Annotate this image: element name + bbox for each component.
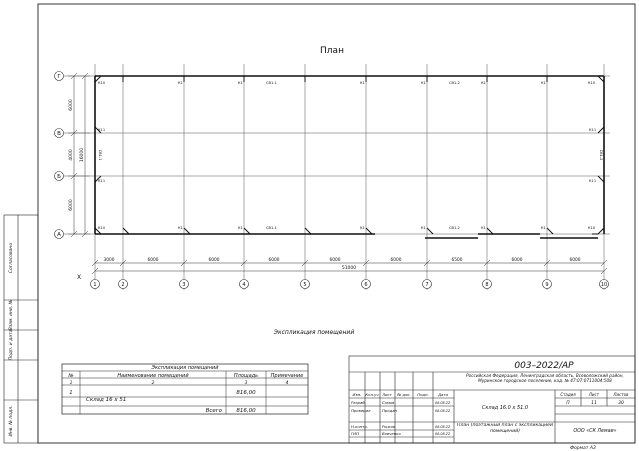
tb-sheet-header: Лист (588, 392, 600, 397)
tb-sheets-value: 30 (618, 401, 624, 406)
tb-stage-header: Стадия (560, 392, 576, 397)
explication-total-label: Всего (205, 408, 222, 414)
dim-h-1: 3000 (103, 258, 115, 263)
dim-v-2: 4000 (69, 149, 74, 161)
axis-label-6: 6 (364, 282, 368, 288)
tb-date-check: 08.08.22 (435, 409, 451, 413)
explication-colnum-3: 3 (244, 381, 248, 386)
row-axis-label-2: В (57, 131, 61, 137)
axis-label-4: 4 (242, 282, 246, 288)
title-format: Формат А3 (570, 446, 596, 451)
row-axis-label-1: Г (57, 74, 61, 80)
dim-h-3: 6000 (208, 258, 220, 263)
column-mark-bottom-4: СВ1-1 (266, 226, 277, 230)
title-drawing-box (456, 423, 554, 442)
column-mark-top-6: К1 (421, 81, 426, 85)
title-drawing-name: План (поэтажный план с экспликацией помещений) (457, 423, 553, 434)
tb-role-check: Проверил (351, 408, 371, 413)
explication-header-note: Примечание (270, 373, 304, 379)
column-mark-top-9: К1 (541, 81, 546, 85)
explication-row-num: 1 (69, 390, 73, 396)
explication-header-name: Наименование помещений (117, 373, 189, 379)
axis-label-1: 1 (93, 282, 97, 288)
dim-v-1: 6000 (69, 99, 74, 111)
dim-h-8: 6000 (511, 258, 523, 263)
column-mark-bottom-3: К1 (238, 226, 243, 230)
tb-name-check: Продан (382, 408, 398, 413)
dim-h-6: 6000 (390, 258, 402, 263)
dim-h-5: 6000 (329, 258, 341, 263)
tb-date-dev: 08.08.22 (435, 401, 451, 405)
explication-row-name: Склад 16 х 51 (86, 397, 127, 403)
column-mark-bottom-7: СВ1-2 (449, 226, 460, 230)
title-company: ООО «СК Лемаи» (573, 429, 617, 434)
side-stamp-sign-date: Подп. и дата (9, 329, 14, 361)
tb-col-ndok: № док. (397, 392, 411, 397)
tb-role-gip: ГИП (351, 431, 359, 436)
plan-title: План (320, 46, 344, 56)
tb-col-izm: Изм. (352, 392, 362, 397)
axis-label-9: 9 (545, 282, 549, 288)
row-axis-label-3: Б (57, 174, 61, 180)
column-mark-top-7: СВ1-2 (449, 81, 460, 85)
column-mark-mid-3: К11 (589, 128, 597, 132)
column-mark-top-5: К1 (360, 81, 365, 85)
explication-colnum-4: 4 (285, 381, 289, 386)
explication-total-area: 816,00 (236, 408, 256, 414)
tb-name-gip: Вовченко (382, 431, 401, 436)
axis-x-label: X (77, 274, 82, 281)
axis-label-8: 8 (485, 282, 489, 288)
column-mark-bottom-9: К1 (541, 226, 546, 230)
tb-col-list: Лист (382, 392, 392, 397)
column-mark-top-4: СВ1-1 (266, 81, 277, 85)
column-mark-corner-4: К10 (588, 226, 596, 230)
title-address-box (456, 373, 634, 390)
tb-name-nkontr: Рыжов (382, 424, 396, 429)
explication-row-area: 816,00 (236, 390, 256, 396)
title-sheet-name: Склад 16.0 х 51.0 (481, 405, 529, 411)
explication-table-title: Экспликация помещений (151, 365, 219, 371)
column-mark-bottom-8: К1 (481, 226, 486, 230)
explication-colnum-1: 1 (69, 381, 73, 386)
column-mark-bottom-5: К1 (360, 226, 365, 230)
column-mark-mid-2: К11 (98, 179, 106, 183)
axis-label-3: 3 (182, 282, 186, 288)
column-mark-mid-4: К11 (589, 179, 597, 183)
axis-label-2: 2 (121, 282, 125, 288)
tb-stage-value: П (566, 401, 570, 406)
side-stamp-agreed: Согласовано (9, 242, 14, 274)
tb-sheet-value: 11 (591, 401, 597, 406)
title-address: Российская Федерация, Ленинградская область, Всеволожский район, Муринское городское поселение, кад. № 47:07:0711004:508 (466, 373, 624, 383)
tb-date-gip: 08.08.22 (435, 432, 451, 436)
side-stamp-inventory: Инв. № подл. (9, 405, 14, 437)
axis-label-10: 10 (600, 282, 608, 288)
column-mark-corner-3: К10 (98, 226, 106, 230)
wall-mark-left: СВ1-1 (98, 149, 102, 161)
column-mark-corner-1: К10 (98, 81, 106, 85)
tb-role-nkontr: Н.контр. (351, 424, 368, 429)
wall-mark-right: СВ1-2 (599, 149, 603, 161)
tb-name-dev: Сомов (382, 400, 395, 405)
tb-col-date: Дата (438, 392, 448, 397)
dim-h-9: 6000 (569, 258, 581, 263)
dim-h-2: 6000 (147, 258, 159, 263)
column-mark-top-3: К1 (238, 81, 243, 85)
tb-date-nkontr: 08.08.22 (435, 425, 451, 429)
explication-header-num: № (68, 373, 74, 379)
tb-col-podp: Подп. (417, 392, 429, 397)
axis-label-7: 7 (425, 282, 429, 288)
tb-role-dev: Разраб. (351, 400, 366, 405)
column-mark-bottom-6: К1 (421, 226, 426, 230)
explication-header-area: Площадь (233, 373, 259, 379)
explication-colnum-2: 2 (151, 381, 155, 386)
dim-v-total: 16000 (80, 147, 85, 163)
tb-sheets-header: Листов (613, 392, 629, 397)
explication-label: Экспликация помещений (273, 329, 355, 336)
dim-v-3: 6000 (69, 199, 74, 211)
dim-h-7: 6500 (451, 258, 463, 263)
dim-h-4: 6000 (268, 258, 280, 263)
dim-total: 51000 (341, 266, 357, 271)
column-mark-mid-1: К11 (98, 128, 106, 132)
tb-col-koluch: Кол.уч (365, 392, 379, 397)
column-mark-bottom-2: К1 (178, 226, 183, 230)
axis-label-5: 5 (303, 282, 307, 288)
column-mark-top-2: К1 (178, 81, 183, 85)
row-axis-label-4: А (57, 232, 61, 238)
title-doc-code: 003–2022/АР (514, 361, 574, 371)
side-stamp-replace: Взам. инв. № (9, 299, 14, 331)
column-mark-top-8: К1 (481, 81, 486, 85)
column-mark-corner-2: К10 (588, 81, 596, 85)
